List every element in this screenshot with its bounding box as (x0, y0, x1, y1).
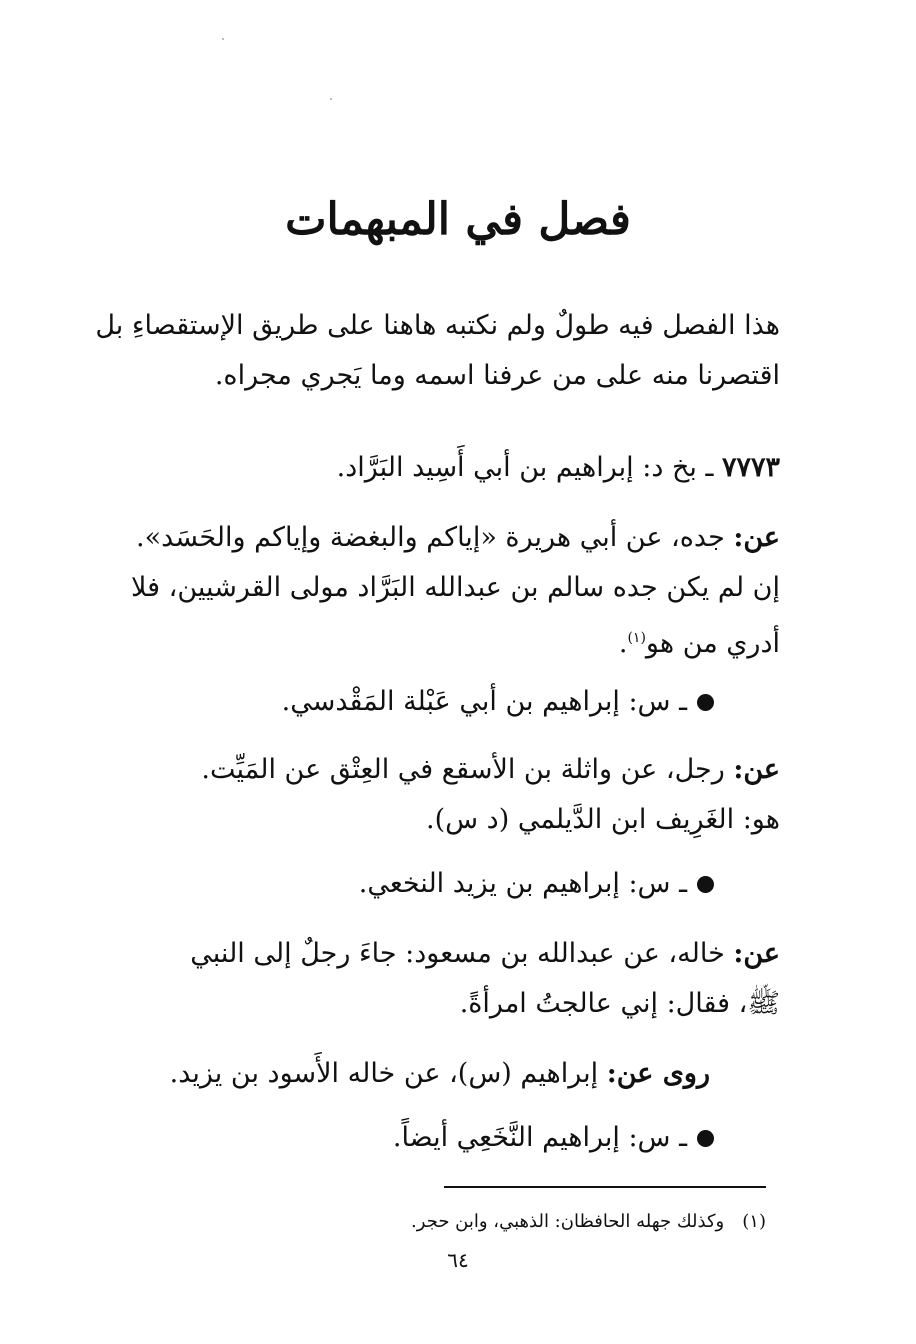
page-number: ٦٤ (447, 1248, 469, 1272)
intro-line-2: اقتصرنا منه على من عرفنا اسمه وما يَجري مجراه. (214, 360, 780, 391)
rawa-label: روى عن: (606, 1058, 710, 1089)
footnote-text: وكذلك جهله الحافظان: الذهبي، وابن حجر. (411, 1211, 725, 1232)
entry-number: ٧٧٧٣ (721, 452, 780, 483)
entry-bullet-1 (80, 682, 714, 722)
bullet-icon (697, 876, 714, 893)
entry-7773-note-line-1: إن لم يكن جده سالم بن عبدالله البَرَّاد مولى القرشيين، فلا (131, 572, 780, 603)
entry-7773-heading (80, 448, 780, 488)
footnote-marker: (١) (627, 630, 646, 646)
entry-b2-an-text: خاله، عن عبدالله بن مسعود: جاءَ رجلٌ إلى النبي (190, 938, 734, 969)
entry-b1-an-text: رجل، عن واثلة بن الأسقع في العِتْق عن المَيِّت. (201, 754, 734, 785)
bullet-icon (697, 1130, 714, 1147)
scan-speck (330, 98, 332, 100)
an-label: عن: (733, 754, 780, 785)
entry-7773-an-text: جده، عن أبي هريرة «إياكم والبغضة وإياكم والحَسَد». (136, 522, 734, 553)
an-label: عن: (733, 938, 780, 969)
entry-bullet-2-text: ـ س: إبراهيم بن يزيد النخعي. (358, 868, 687, 899)
entry-bullet-3-text: ـ س: إبراهيم النَّخَعِي أيضاً. (392, 1122, 687, 1153)
entry-7773-note-text: أدري من هو (645, 628, 780, 659)
entry-bullet-1-text: ـ س: إبراهيم بن أبي عَبْلة المَقْدسي. (281, 686, 687, 717)
entry-b2-rawa-text: إبراهيم (س)، عن خاله الأَسود بن يزيد. (169, 1058, 607, 1089)
scan-speck (222, 38, 224, 40)
entry-7773-note-line-2 (80, 618, 780, 664)
entry-b2-an-line-2: ﷺ، فقال: إني عالجتُ امرأةً. (459, 988, 780, 1019)
entry-b2-an-line-1 (80, 934, 780, 974)
entry-7773-name: ـ بخ د: إبراهيم بن أبي أَسِيد البَرَّاد. (336, 452, 722, 483)
entry-7773-an (80, 518, 780, 558)
footnote (411, 1208, 766, 1236)
entry-bullet-3 (80, 1118, 714, 1158)
footnote-divider (444, 1186, 766, 1188)
entry-bullet-2 (80, 864, 714, 904)
bullet-icon (697, 694, 714, 711)
chapter-title: فصل في المبهمات (285, 194, 631, 245)
entry-b2-rawa (80, 1054, 710, 1094)
intro-line-1: هذا الفصل فيه طولٌ ولم نكتبه هاهنا على طريق الإستقصاءِ بل (95, 310, 780, 341)
an-label: عن: (733, 522, 780, 553)
entry-b1-an (80, 750, 780, 790)
period: . (618, 628, 628, 659)
entry-b1-huwa: هو: الغَرِيف ابن الدَّيلمي (د س). (426, 804, 780, 835)
footnote-number: (١) (742, 1211, 766, 1232)
